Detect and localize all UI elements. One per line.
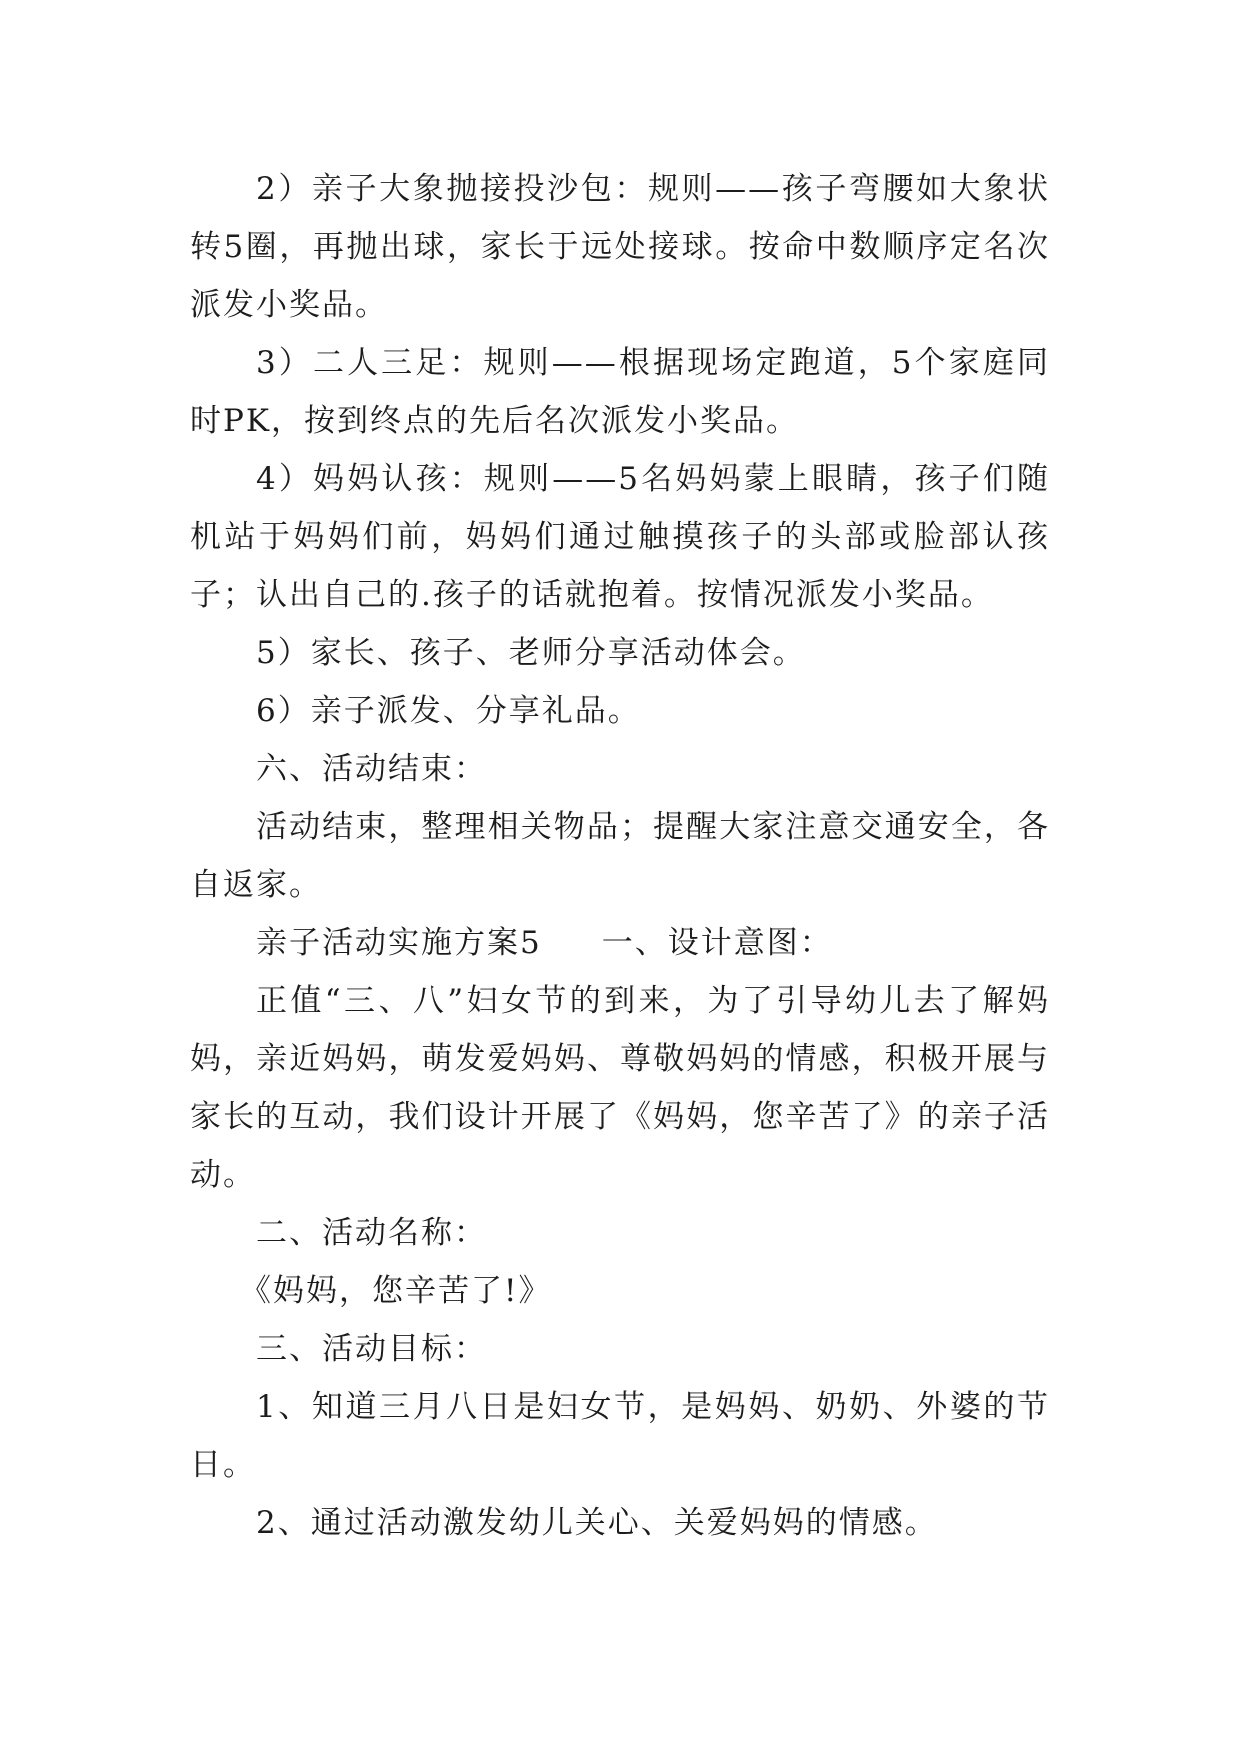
heading-activity-end: 六、活动结束：	[256, 751, 487, 787]
paragraph-design-intent: 正值“三、八”妇女节的到来，为了引导幼儿去了解妈妈，亲近妈妈，萌发爱妈妈、尊敬妈妈的情感，积极开展与家长的互动，我们设计开展了《妈妈，您辛苦了》的亲子活动。	[190, 983, 1050, 1193]
section-title: 亲子活动实施方案5	[256, 925, 542, 961]
paragraph-activity-end: 活动结束，整理相关物品；提醒大家注意交通安全，各自返家。	[190, 809, 1050, 903]
paragraph-game-elephant: 2）亲子大象抛接投沙包：规则——孩子弯腰如大象状转5圈，再抛出球，家长于远处接球。按命中数顺序定名次派发小奖品。	[190, 171, 1050, 323]
activity-name: 《妈妈，您辛苦了!》	[240, 1273, 552, 1309]
document-body	[190, 160, 1050, 1552]
goal-item-1: 1、知道三月八日是妇女节，是妈妈、奶奶、外婆的节日。	[190, 1389, 1050, 1483]
goal-item-2: 2、通过活动激发幼儿关心、关爱妈妈的情感。	[256, 1505, 938, 1541]
section-heading	[190, 914, 1050, 972]
paragraph-game-mother-recognition: 4）妈妈认孩：规则——5名妈妈蒙上眼睛，孩子们随机站于妈妈们前，妈妈们通过触摸孩子的头部或脸部认孩子；认出自己的.孩子的话就抱着。按情况派发小奖品。	[190, 461, 1050, 613]
heading-activity-goals: 三、活动目标：	[256, 1331, 487, 1367]
paragraph-sharing: 5）家长、孩子、老师分享活动体会。	[256, 635, 806, 671]
section-subtitle: 一、设计意图：	[601, 925, 833, 961]
paragraph-gifts: 6）亲子派发、分享礼品。	[256, 693, 641, 729]
paragraph-game-three-legged: 3）二人三足：规则——根据现场定跑道，5个家庭同时PK，按到终点的先后名次派发小奖品。	[190, 345, 1050, 439]
heading-activity-name: 二、活动名称：	[256, 1215, 487, 1251]
